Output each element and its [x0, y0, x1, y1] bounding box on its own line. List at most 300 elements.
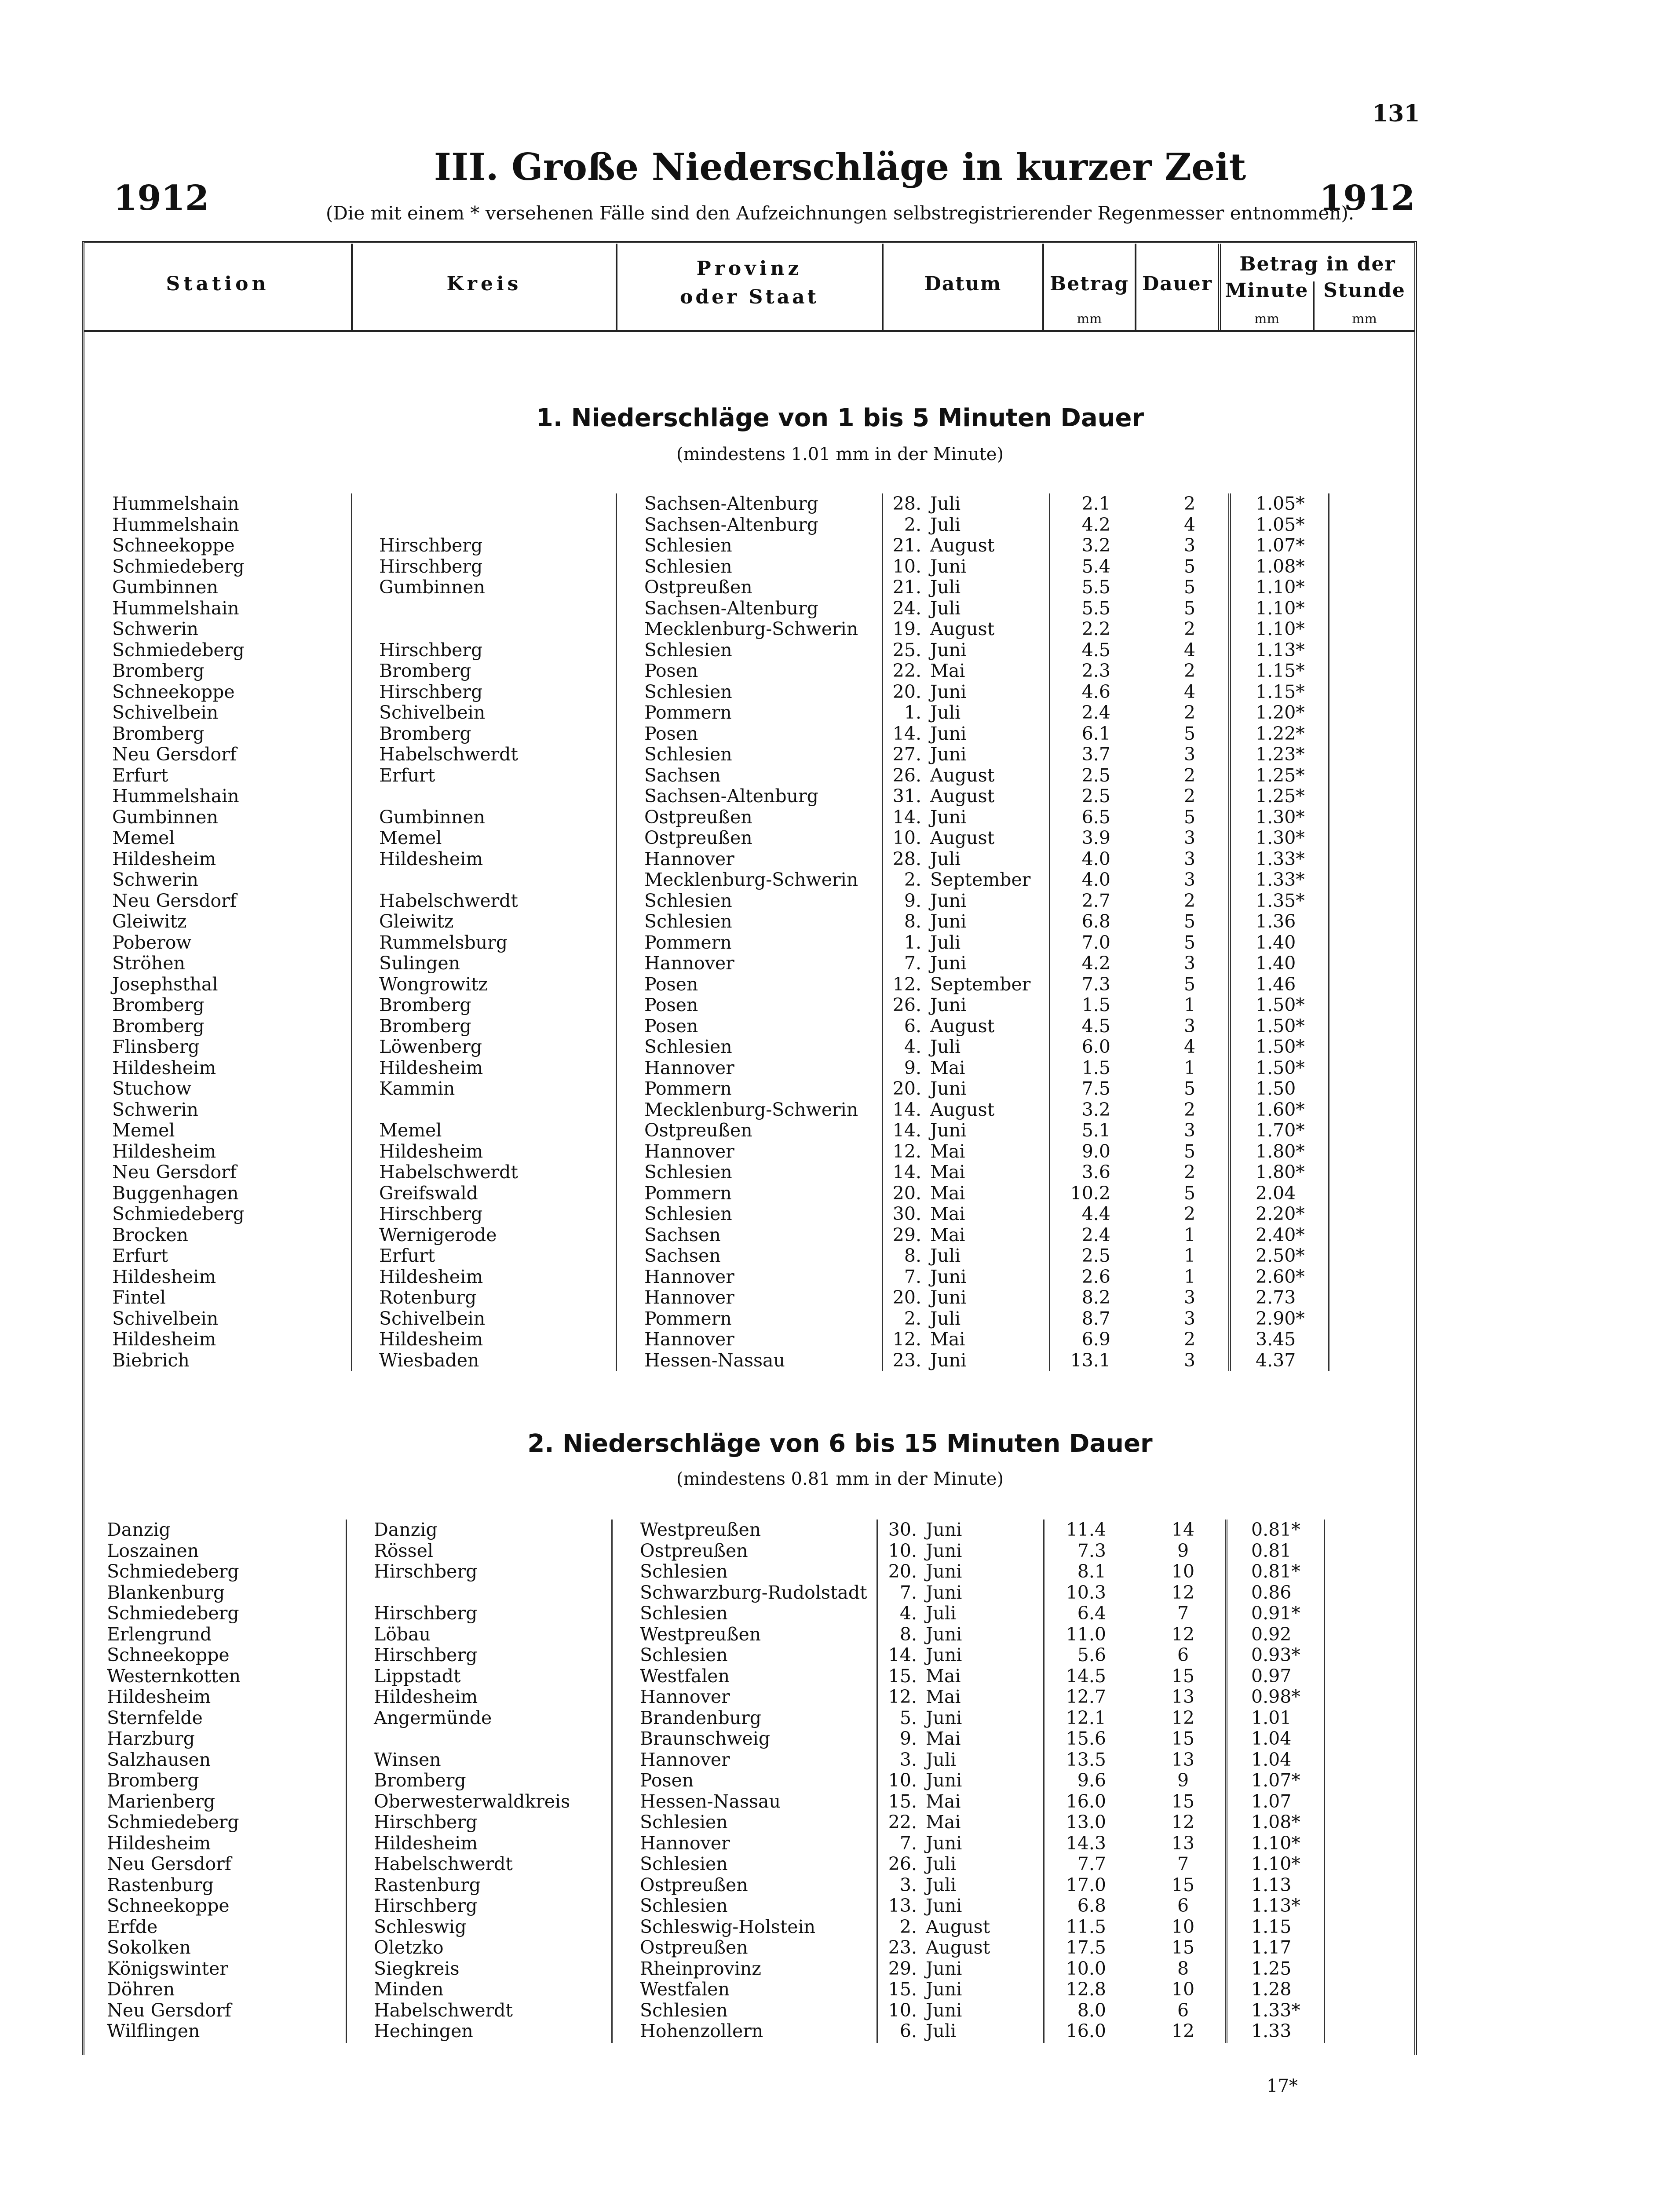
cell-month: Juni [930, 555, 967, 577]
cell-dauer: 2 [1183, 890, 1196, 911]
cell-provinz: Hannover [644, 848, 734, 869]
cell-month: Juli [926, 1749, 957, 1770]
cell-month: Juni [930, 806, 967, 828]
cell-day: 14. [892, 723, 921, 744]
cell-provinz: Schlesien [640, 1999, 728, 2021]
cell-kreis: Rotenburg [379, 1287, 477, 1308]
cell-dauer: 13 [1171, 1749, 1195, 1770]
cell-betrag: 6.8 [1077, 1895, 1106, 1916]
cell-month: Juni [926, 1895, 962, 1916]
cell-kreis: Erfurt [379, 764, 435, 786]
cell-kreis: Habelschwerdt [379, 890, 518, 911]
cell-provinz: Ostpreußen [644, 827, 752, 848]
cell-dauer: 3 [1183, 827, 1196, 848]
table-row [0, 2021, 1680, 2042]
cell-dauer: 3 [1183, 535, 1196, 556]
cell-betrag: 4.2 [1081, 514, 1110, 535]
cell-station: Schivelbein [112, 702, 219, 723]
cell-day: 26. [892, 764, 921, 786]
cell-betrag-minute: 1.13* [1256, 639, 1305, 661]
cell-betrag-minute: 4.37 [1256, 1349, 1296, 1371]
cell-provinz: Hessen-Nassau [644, 1349, 785, 1371]
cell-provinz: Sachsen [644, 1224, 721, 1246]
cell-kreis: Rössel [374, 1540, 434, 1561]
cell-kreis: Bromberg [379, 1015, 471, 1037]
table-row [0, 556, 1680, 577]
table-row [0, 2000, 1680, 2021]
cell-dauer: 2 [1183, 1099, 1196, 1120]
cell-provinz: Hannover [644, 953, 734, 974]
cell-kreis: Hirschberg [379, 681, 483, 702]
cell-provinz: Schlesien [640, 1603, 728, 1624]
cell-betrag: 13.0 [1066, 1812, 1106, 1833]
table-row [0, 577, 1680, 598]
cell-dauer: 3 [1183, 869, 1196, 890]
cell-betrag-minute: 1.10* [1256, 577, 1305, 598]
cell-dauer: 5 [1183, 555, 1196, 577]
cell-station: Schwerin [112, 869, 198, 890]
cell-dauer: 6 [1177, 1644, 1189, 1666]
cell-station: Rastenburg [107, 1874, 214, 1896]
cell-provinz: Hannover [644, 1140, 734, 1162]
table-row [0, 1016, 1680, 1037]
cell-betrag: 8.7 [1081, 1308, 1110, 1329]
cell-provinz: Hohenzollern [640, 2020, 763, 2042]
cell-betrag-minute: 1.33* [1251, 1999, 1300, 2021]
cell-betrag-minute: 2.04 [1256, 1182, 1296, 1204]
cell-day: 25. [892, 639, 921, 661]
cell-betrag-minute: 1.50* [1256, 1057, 1305, 1078]
cell-month: Juli [930, 493, 961, 514]
cell-betrag: 5.1 [1081, 1120, 1110, 1141]
cell-kreis: Schleswig [374, 1916, 467, 1937]
cell-provinz: Schlesien [644, 1036, 732, 1057]
cell-day: 28. [892, 493, 921, 514]
cell-betrag-minute: 1.80* [1256, 1162, 1305, 1183]
cell-day: 9. [904, 890, 921, 911]
cell-provinz: Schwarzburg-Rudolstadt [640, 1582, 867, 1603]
cell-kreis: Hechingen [374, 2020, 473, 2042]
cell-station: Sokolken [107, 1937, 191, 1958]
cell-month: Mai [926, 1728, 961, 1749]
cell-month: Juni [930, 890, 967, 911]
cell-station: Hummelshain [112, 597, 239, 619]
cell-month: Juni [926, 1958, 962, 1979]
cell-betrag-minute: 1.07 [1251, 1790, 1292, 1812]
cell-dauer: 5 [1183, 577, 1196, 598]
year-right: 1912 [1319, 178, 1415, 218]
cell-betrag: 2.4 [1081, 1224, 1110, 1246]
table-row [0, 765, 1680, 786]
cell-month: Juni [926, 1519, 962, 1540]
cell-station: Schmiedeberg [107, 1603, 239, 1624]
cell-betrag-minute: 1.05* [1256, 514, 1305, 535]
table-row [0, 1037, 1680, 1057]
table-row [0, 1183, 1680, 1204]
cell-provinz: Rheinprovinz [640, 1958, 761, 1979]
cell-betrag-minute: 1.50 [1256, 1078, 1296, 1099]
cell-betrag: 2.4 [1081, 702, 1110, 723]
table-row [0, 1937, 1680, 1958]
cell-month: Juni [930, 681, 967, 702]
cell-month: August [930, 764, 995, 786]
cell-dauer: 5 [1183, 973, 1196, 995]
cell-provinz: Posen [644, 723, 698, 744]
cell-provinz: Westpreußen [640, 1623, 761, 1645]
cell-provinz: Schlesien [644, 1203, 732, 1224]
cell-station: Schwerin [112, 1099, 198, 1120]
cell-month: August [926, 1937, 990, 1958]
cell-betrag-minute: 1.60* [1256, 1099, 1305, 1120]
table-row [0, 1979, 1680, 2000]
cell-month: Juli [930, 702, 961, 723]
cell-betrag: 6.4 [1077, 1603, 1106, 1624]
header-stunde: Stunde [1323, 279, 1406, 302]
cell-provinz: Pommern [644, 1308, 732, 1329]
cell-betrag: 3.2 [1081, 535, 1110, 556]
cell-month: Juni [930, 1078, 967, 1099]
cell-betrag-minute: 1.01 [1251, 1707, 1292, 1728]
cell-dauer: 2 [1183, 764, 1196, 786]
header-rule [84, 330, 1414, 332]
cell-betrag: 2.5 [1081, 764, 1110, 786]
cell-month: August [930, 827, 995, 848]
cell-betrag-minute: 0.91* [1251, 1603, 1300, 1624]
cell-kreis: Danzig [374, 1519, 438, 1540]
cell-betrag: 3.7 [1081, 744, 1110, 765]
cell-month: Juni [930, 994, 967, 1015]
cell-day: 26. [892, 994, 921, 1015]
cell-provinz: Sachsen [644, 1245, 721, 1266]
table-row [0, 723, 1680, 744]
cell-day: 10. [888, 1999, 917, 2021]
cell-month: Juni [926, 1582, 962, 1603]
cell-month: Juni [930, 744, 967, 765]
cell-betrag-minute: 2.40* [1256, 1224, 1305, 1246]
cell-betrag: 4.5 [1081, 639, 1110, 661]
cell-dauer: 13 [1171, 1686, 1195, 1707]
header-kreis: Kreis [446, 273, 522, 295]
table-row [0, 1287, 1680, 1308]
table-row [0, 1624, 1680, 1645]
cell-dauer: 4 [1183, 639, 1196, 661]
table-row [0, 1582, 1680, 1603]
cell-dauer: 14 [1171, 1519, 1195, 1540]
cell-betrag-minute: 1.17 [1251, 1937, 1292, 1958]
cell-day: 6. [899, 2020, 917, 2042]
cell-kreis: Memel [379, 827, 442, 848]
cell-provinz: Hannover [640, 1686, 730, 1707]
cell-betrag-minute: 1.36 [1256, 911, 1296, 932]
cell-betrag: 7.7 [1077, 1853, 1106, 1874]
cell-kreis: Angermünde [374, 1707, 492, 1728]
cell-provinz: Hannover [644, 1057, 734, 1078]
table-row [0, 1267, 1680, 1287]
header-dauer: Dauer [1142, 273, 1213, 295]
cell-station: Poberow [112, 931, 192, 953]
cell-station: Döhren [107, 1979, 175, 2000]
cell-station: Memel [112, 1120, 175, 1141]
cell-month: Juli [930, 514, 961, 535]
cell-betrag-minute: 1.40 [1256, 931, 1296, 953]
table-row [0, 661, 1680, 681]
cell-kreis: Hildesheim [379, 1057, 483, 1078]
cell-station: Neu Gersdorf [112, 1162, 237, 1183]
cell-dauer: 4 [1183, 514, 1196, 535]
cell-day: 24. [892, 597, 921, 619]
cell-betrag-minute: 1.40 [1256, 953, 1296, 974]
cell-dauer: 10 [1171, 1916, 1195, 1937]
cell-station: Josephsthal [112, 973, 218, 995]
cell-provinz: Hannover [644, 1287, 734, 1308]
cell-betrag: 9.6 [1077, 1770, 1106, 1791]
cell-betrag-minute: 0.97 [1251, 1665, 1292, 1687]
cell-month: Juli [930, 597, 961, 619]
cell-month: Juni [926, 1770, 962, 1791]
cell-betrag-minute: 0.92 [1251, 1623, 1292, 1645]
cell-betrag-minute: 1.04 [1251, 1728, 1292, 1749]
cell-station: Bromberg [112, 660, 205, 681]
cell-betrag: 8.1 [1077, 1561, 1106, 1582]
cell-kreis: Habelschwerdt [374, 1999, 513, 2021]
cell-day: 7. [904, 1266, 921, 1287]
cell-day: 8. [904, 1245, 921, 1266]
table-row [0, 1204, 1680, 1224]
header-provinz: Provinz [696, 257, 803, 280]
table-row [0, 1520, 1680, 1540]
cell-betrag-minute: 1.04 [1251, 1749, 1292, 1770]
cell-day: 30. [892, 1203, 921, 1224]
cell-month: Juni [926, 1644, 962, 1666]
cell-betrag: 2.2 [1081, 618, 1110, 639]
cell-provinz: Schlesien [644, 639, 732, 661]
cell-month: August [930, 1015, 995, 1037]
cell-provinz: Schlesien [640, 1853, 728, 1874]
cell-provinz: Schleswig-Holstein [640, 1916, 816, 1937]
cell-month: August [930, 535, 995, 556]
cell-day: 23. [892, 1349, 921, 1371]
cell-dauer: 1 [1183, 1224, 1196, 1246]
cell-betrag: 2.5 [1081, 1245, 1110, 1266]
cell-provinz: Posen [640, 1770, 694, 1791]
cell-month: Juli [930, 848, 961, 869]
table-row [0, 1100, 1680, 1120]
cell-betrag: 9.0 [1081, 1140, 1110, 1162]
table-row [0, 1225, 1680, 1246]
cell-month: August [926, 1916, 990, 1937]
cell-provinz: Hannover [644, 1266, 734, 1287]
cell-betrag-minute: 1.25* [1256, 764, 1305, 786]
cell-betrag-minute: 1.70* [1256, 1120, 1305, 1141]
cell-day: 29. [892, 1224, 921, 1246]
cell-station: Hildesheim [112, 1266, 216, 1287]
cell-month: Juni [930, 911, 967, 932]
cell-station: Neu Gersdorf [112, 890, 237, 911]
cell-betrag: 4.2 [1081, 953, 1110, 974]
cell-dauer: 3 [1183, 1349, 1196, 1371]
cell-day: 20. [892, 1287, 921, 1308]
cell-betrag: 1.5 [1081, 994, 1110, 1015]
cell-day: 6. [904, 1015, 921, 1037]
table-row [0, 1645, 1680, 1666]
cell-kreis: Hirschberg [374, 1644, 478, 1666]
cell-kreis: Gleiwitz [379, 911, 454, 932]
table-row [0, 786, 1680, 807]
table-row [0, 891, 1680, 911]
cell-station: Harzburg [107, 1728, 195, 1749]
cell-station: Erfurt [112, 1245, 168, 1266]
cell-month: Juni [930, 1120, 967, 1141]
table-row [0, 1162, 1680, 1183]
cell-kreis: Greifswald [379, 1182, 478, 1204]
table-row [0, 1854, 1680, 1874]
cell-dauer: 10 [1171, 1979, 1195, 2000]
cell-provinz: Schlesien [644, 744, 732, 765]
page-number: 131 [1372, 100, 1420, 127]
table-row [0, 744, 1680, 765]
cell-betrag-minute: 1.46 [1256, 973, 1296, 995]
cell-kreis: Hildesheim [379, 1329, 483, 1350]
cell-month: Mai [926, 1812, 961, 1833]
cell-dauer: 4 [1183, 1036, 1196, 1057]
cell-dauer: 6 [1177, 1999, 1189, 2021]
cell-station: Memel [112, 827, 175, 848]
cell-betrag: 16.0 [1066, 1790, 1106, 1812]
cell-day: 10. [888, 1770, 917, 1791]
cell-dauer: 4 [1183, 681, 1196, 702]
cell-month: Mai [930, 1224, 965, 1246]
cell-day: 31. [892, 785, 921, 807]
cell-provinz: Schlesien [644, 681, 732, 702]
cell-betrag-minute: 1.80* [1256, 1140, 1305, 1162]
table-row [0, 515, 1680, 535]
cell-betrag: 4.0 [1081, 848, 1110, 869]
table-row [0, 1246, 1680, 1266]
cell-betrag: 12.1 [1066, 1707, 1106, 1728]
cell-kreis: Hildesheim [379, 848, 483, 869]
cell-betrag: 2.6 [1081, 1266, 1110, 1287]
cell-dauer: 15 [1171, 1937, 1195, 1958]
cell-provinz: Hessen-Nassau [640, 1790, 781, 1812]
cell-month: Mai [930, 1203, 965, 1224]
cell-provinz: Schlesien [644, 555, 732, 577]
cell-day: 5. [899, 1707, 917, 1728]
cell-kreis: Rummelsburg [379, 931, 508, 953]
cell-kreis: Hildesheim [379, 1140, 483, 1162]
cell-kreis: Hirschberg [379, 1203, 483, 1224]
cell-station: Hildesheim [107, 1686, 211, 1707]
cell-dauer: 15 [1171, 1728, 1195, 1749]
footnote-signature: 17* [1267, 2076, 1298, 2096]
cell-betrag-minute: 1.33 [1251, 2020, 1292, 2042]
cell-provinz: Pommern [644, 1078, 732, 1099]
cell-month: Juni [930, 1287, 967, 1308]
cell-day: 29. [888, 1958, 917, 1979]
cell-betrag-minute: 1.28 [1251, 1979, 1292, 2000]
cell-dauer: 12 [1171, 1707, 1195, 1728]
cell-day: 12. [892, 973, 921, 995]
cell-provinz: Pommern [644, 702, 732, 723]
cell-day: 3. [899, 1749, 917, 1770]
cell-betrag-minute: 2.90* [1256, 1308, 1305, 1329]
table-row [0, 702, 1680, 723]
cell-betrag-minute: 1.10* [1251, 1832, 1300, 1854]
header-minute: Minute [1225, 279, 1309, 302]
cell-provinz: Mecklenburg-Schwerin [644, 618, 858, 639]
table-row [0, 1812, 1680, 1833]
cell-provinz: Sachsen-Altenburg [644, 785, 818, 807]
cell-month: Juni [926, 1561, 962, 1582]
table-row [0, 535, 1680, 556]
unit-minute: mm [1254, 311, 1279, 327]
cell-betrag-minute: 1.13* [1251, 1895, 1300, 1916]
cell-station: Hildesheim [112, 1329, 216, 1350]
cell-dauer: 5 [1183, 806, 1196, 828]
cell-dauer: 5 [1183, 1182, 1196, 1204]
cell-station: Neu Gersdorf [107, 1853, 231, 1874]
cell-station: Buggenhagen [112, 1182, 239, 1204]
cell-station: Blankenburg [107, 1582, 225, 1603]
cell-betrag: 4.0 [1081, 869, 1110, 890]
table-row [0, 995, 1680, 1015]
cell-dauer: 2 [1183, 618, 1196, 639]
table-row [0, 1708, 1680, 1728]
cell-dauer: 13 [1171, 1832, 1195, 1854]
cell-betrag: 17.5 [1066, 1937, 1106, 1958]
table-row [0, 828, 1680, 848]
cell-betrag-minute: 1.13 [1251, 1874, 1292, 1896]
cell-kreis: Bromberg [379, 660, 471, 681]
cell-betrag-minute: 0.93* [1251, 1644, 1300, 1666]
cell-provinz: Hannover [640, 1832, 730, 1854]
cell-betrag: 4.4 [1081, 1203, 1110, 1224]
cell-month: Juli [930, 931, 961, 953]
cell-betrag-minute: 1.07* [1251, 1770, 1300, 1791]
cell-dauer: 5 [1183, 931, 1196, 953]
table-row [0, 1958, 1680, 1979]
cell-day: 10. [892, 827, 921, 848]
cell-betrag-minute: 1.25* [1256, 785, 1305, 807]
cell-betrag-minute: 1.15 [1251, 1916, 1292, 1937]
cell-month: Mai [926, 1790, 961, 1812]
unit-betrag: mm [1077, 311, 1102, 327]
cell-day: 22. [888, 1812, 917, 1833]
cell-station: Schmiedeberg [112, 639, 245, 661]
cell-station: Hildesheim [112, 848, 216, 869]
cell-dauer: 2 [1183, 493, 1196, 514]
cell-day: 12. [892, 1329, 921, 1350]
cell-day: 4. [904, 1036, 921, 1057]
cell-betrag-minute: 1.30* [1256, 806, 1305, 828]
cell-betrag: 7.0 [1081, 931, 1110, 953]
cell-provinz: Posen [644, 1015, 698, 1037]
cell-station: Neu Gersdorf [107, 1999, 231, 2021]
table-row [0, 1770, 1680, 1791]
cell-day: 7. [904, 953, 921, 974]
table-row [0, 1666, 1680, 1687]
cell-provinz: Hannover [640, 1749, 730, 1770]
cell-station: Hummelshain [112, 785, 239, 807]
page-title: III. Große Niederschläge in kurzer Zeit [434, 145, 1246, 189]
cell-betrag: 11.0 [1066, 1623, 1106, 1645]
cell-day: 20. [892, 1078, 921, 1099]
cell-month: Juni [926, 1540, 962, 1561]
cell-day: 9. [904, 1057, 921, 1078]
cell-day: 8. [904, 911, 921, 932]
cell-month: Juni [930, 723, 967, 744]
cell-day: 14. [892, 806, 921, 828]
cell-kreis: Löbau [374, 1623, 431, 1645]
